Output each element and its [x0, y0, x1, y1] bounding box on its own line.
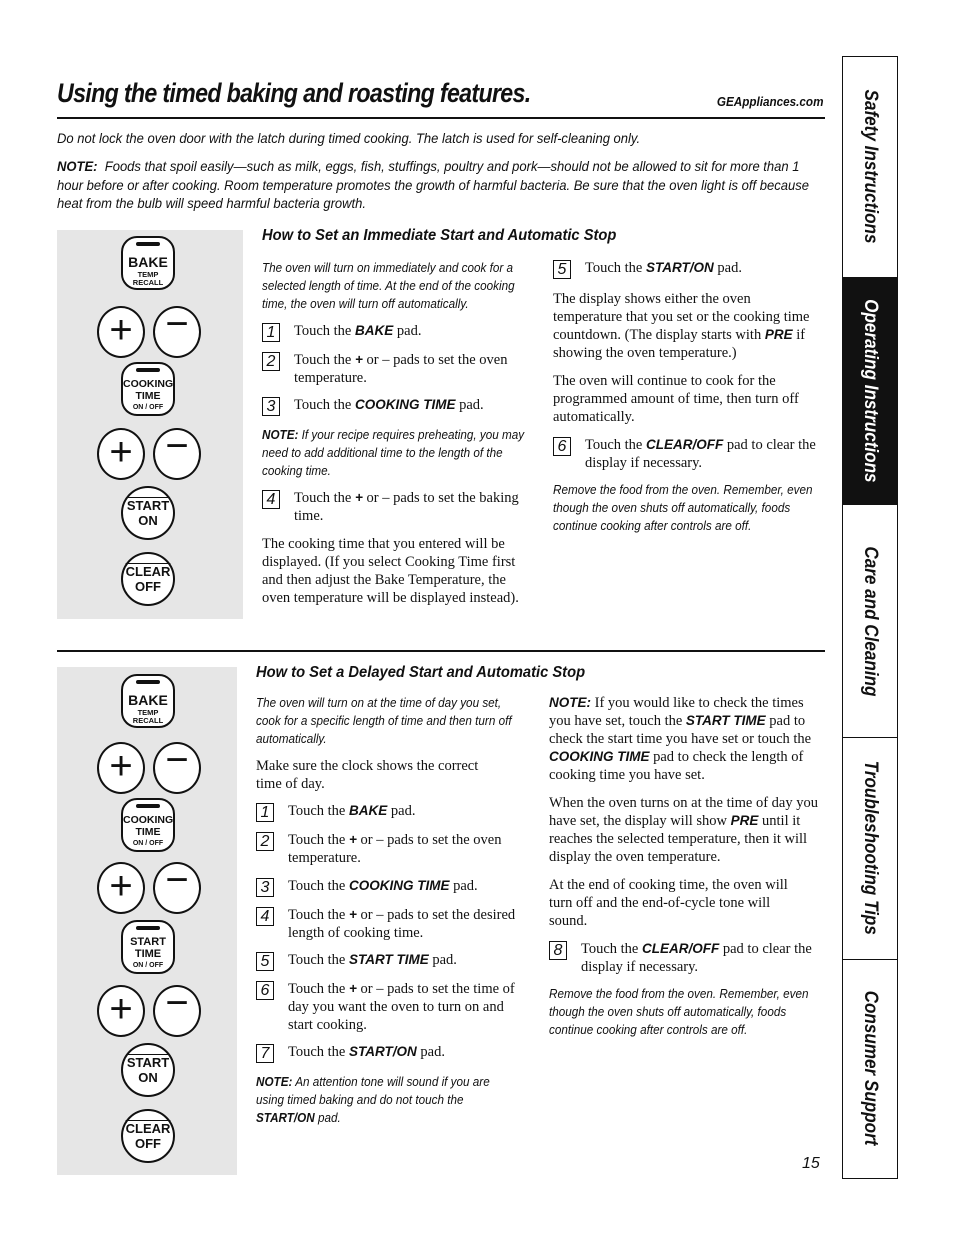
- tab-operating-instructions[interactable]: Operating Instructions: [843, 277, 897, 505]
- tab-care-and-cleaning[interactable]: Care and Cleaning: [860, 545, 881, 697]
- bake-pad[interactable]: BAKE TEMP RECALL: [121, 674, 175, 728]
- tab-consumer-support[interactable]: Consumer Support: [860, 991, 881, 1146]
- section1-intro: The oven will turn on immediately and cook for a selected length of time. At the end of the cooking time, the oven will turn off automatically.: [262, 260, 515, 311]
- minus-pad[interactable]: −: [153, 306, 201, 358]
- s2-step-6: 6 Touch the + or – pads to set the time of day you want the oven to turn on and start cooking.: [256, 980, 528, 1034]
- s1-step-6: 6 Touch the CLEAR/OFF pad to clear the display if necessary.: [553, 436, 821, 472]
- bake-pad[interactable]: BAKE TEMP RECALL: [121, 236, 175, 290]
- section2-heading: How to Set a Delayed Start and Automatic Stop: [256, 664, 586, 681]
- start-time-pad[interactable]: START TIME ON / OFF: [121, 920, 175, 974]
- plus-pad[interactable]: +: [97, 306, 145, 358]
- s1-step-2: 2 Touch the + or – pads to set the oven temperature.: [262, 351, 534, 387]
- plus-pad[interactable]: +: [97, 428, 145, 480]
- latch-warning: Do not lock the oven door with the latch during timed cooking. The latch is used for self-cleaning only.: [57, 130, 641, 146]
- note-label: NOTE:: [57, 158, 98, 174]
- s2-step-3: 3 Touch the COOKING TIME pad.: [256, 877, 528, 897]
- section1-heading: How to Set an Immediate Start and Automatic Stop: [262, 227, 617, 244]
- tab-safety-instructions[interactable]: Safety Instructions: [860, 90, 881, 244]
- header-rule: [57, 117, 825, 119]
- section1-display-info: The display shows either the oven temperature that you set or the cooking time countdown. (The display starts with PRE if showing the oven temperature.): [553, 291, 810, 361]
- plus-pad[interactable]: +: [97, 742, 145, 794]
- section2-clock-para: Make sure the clock shows the correct time of day.: [256, 758, 479, 792]
- food-safety-note: [57, 157, 815, 213]
- tab-troubleshooting-tips[interactable]: Troubleshooting Tips: [860, 760, 881, 936]
- start-on-pad[interactable]: START ON: [121, 1043, 175, 1097]
- s1-step-3: 3 Touch the COOKING TIME pad.: [262, 396, 534, 416]
- clear-off-pad[interactable]: CLEAR OFF: [121, 1109, 175, 1163]
- section1-continue-para: The oven will continue to cook for the programmed amount of time, then turn off automatically.: [553, 373, 799, 425]
- cooking-time-pad[interactable]: COOKING TIME ON / OFF: [121, 798, 175, 852]
- section-divider: [57, 650, 825, 652]
- s2-step-7: 7 Touch the START/ON pad.: [256, 1043, 528, 1063]
- section1-display-para: The cooking time that you entered will be displayed. (If you select Cooking Time first and then adjust the Bake Temperature, the oven temperature will be displayed instead).: [262, 536, 519, 606]
- page-number: 15: [802, 1155, 820, 1172]
- s1-step-5: 5 Touch the START/ON pad.: [553, 259, 821, 279]
- s2-step-1: 1 Touch the BAKE pad.: [256, 802, 528, 822]
- note-text: Foods that spoil easily—such as milk, eggs, fish, stuffings, poultry and pork—should not be allowed to sit for more than 1 hour before or after cooking. Room temperature promotes the growth of harmful bacteria. Be sure that the oven light is off because heat from the bulb will speed harmful bacteria growth.: [57, 158, 809, 211]
- control-panel-2: [57, 667, 237, 1175]
- clear-off-pad[interactable]: CLEAR OFF: [121, 552, 175, 606]
- website-link[interactable]: GEAppliances.com: [716, 94, 823, 109]
- section2-check-note: NOTE: If you would like to check the times you have set, touch the START TIME pad to check the start time you have set or touch the COOKING TIME pad to check the length of cooking time you have set.: [549, 695, 812, 783]
- minus-pad[interactable]: −: [153, 985, 201, 1037]
- s2-step-8: 8 Touch the CLEAR/OFF pad to clear the display if necessary.: [549, 940, 826, 976]
- control-panel-1: [57, 230, 243, 619]
- minus-pad[interactable]: −: [153, 862, 201, 914]
- s2-step-2: 2 Touch the + or – pads to set the oven temperature.: [256, 831, 528, 867]
- s2-step-4: 4 Touch the + or – pads to set the desired length of cooking time.: [256, 906, 528, 942]
- start-on-pad[interactable]: START ON: [121, 486, 175, 540]
- minus-pad[interactable]: −: [153, 428, 201, 480]
- section2-intro: The oven will turn on at the time of day you set, cook for a specific length of time and then turn off automatically.: [256, 695, 512, 746]
- section2-end-para: At the end of cooking time, the oven will turn off and the end-of-cycle tone will sound.: [549, 877, 788, 929]
- section1-preheat-note: NOTE: If your recipe requires preheating, you may need to add additional time to the length of the cooking time.: [262, 427, 525, 478]
- section-tabs: [842, 56, 898, 1179]
- cooking-time-pad[interactable]: COOKING TIME ON / OFF: [121, 362, 175, 416]
- s1-step-4: 4 Touch the + or – pads to set the baking time.: [262, 489, 534, 525]
- minus-pad[interactable]: −: [153, 742, 201, 794]
- section2-tone-note: NOTE: An attention tone will sound if you are using timed baking and do not touch the START/ON pad.: [256, 1074, 490, 1125]
- plus-pad[interactable]: +: [97, 862, 145, 914]
- s1-step-1: 1 Touch the BAKE pad.: [262, 322, 534, 342]
- s2-step-5: 5 Touch the START TIME pad.: [256, 951, 528, 971]
- plus-pad[interactable]: +: [97, 985, 145, 1037]
- page-title: Using the timed baking and roasting features.: [57, 78, 531, 108]
- section1-remove-note: Remove the food from the oven. Remember, even though the oven shuts off automatically, foods continue cooking after controls are off.: [553, 482, 813, 533]
- section2-remove-note: Remove the food from the oven. Remember, even though the oven shuts off automatically, foods continue cooking after controls are off.: [549, 986, 809, 1037]
- section2-pre-para: When the oven turns on at the time of day you have set, the display will show PRE until it reaches the selected temperature, then it will display the oven temperature.: [549, 795, 818, 865]
